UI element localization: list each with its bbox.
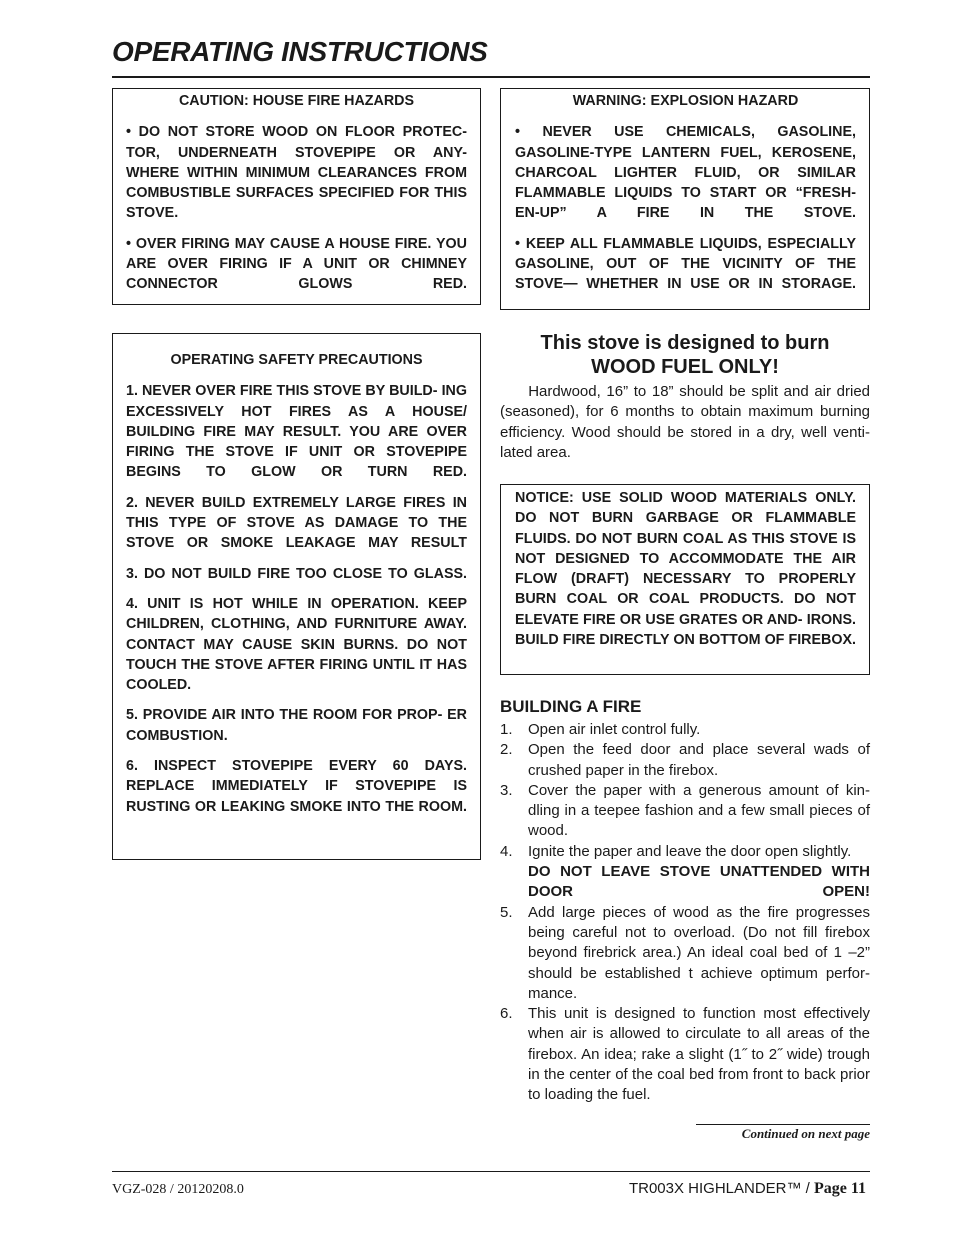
continued-note: Continued on next page xyxy=(741,1126,870,1141)
safety-heading: OPERATING SAFETY PRECAUTIONS xyxy=(170,352,423,368)
continued-divider xyxy=(696,1124,870,1125)
step-text: Add large pieces of wood as the fire progresses being careful not to overload. (Do not fill firebox beyond firebrick area.) An ideal coal bed of 1 –2” should be established t achieve optimum perfor- mance. xyxy=(528,903,870,1002)
safety-item: 5. PROVIDE AIR INTO THE ROOM FOR PROP- ER COMBUSTION. xyxy=(126,707,467,744)
safety-item: 2. NEVER BUILD EXTREMELY LARGE FIRES IN THIS TYPE OF STOVE AS DAMAGE TO THE STOVE OR SMOKE LEAKAGE MAY RESULT xyxy=(126,494,467,552)
safety-precautions-box xyxy=(112,333,481,860)
warning-item-flammables: • KEEP ALL FLAMMABLE LIQUIDS, ESPECIALLY GASOLINE, OUT OF THE VICINITY OF THE STOVE— WHETHER IN USE OR IN STORAGE. xyxy=(515,235,856,293)
step-number: 4. xyxy=(500,842,513,860)
wood-fuel-heading-line2: WOOD FUEL ONLY! xyxy=(591,356,779,378)
building-fire-steps xyxy=(500,720,870,1106)
list-item xyxy=(500,1004,870,1105)
page-title: OPERATING INSTRUCTIONS xyxy=(112,36,488,67)
step-text: This unit is designed to function most effectively when air is allowed to circulate to all areas of the firebox. An idea; rake a slight (1˝ to 2˝ wide) trough in the center of the coal bed from front to back prior to loading the fuel. xyxy=(528,1005,870,1104)
footer-page-info xyxy=(629,1180,866,1198)
safety-item: 3. DO NOT BUILD FIRE TOO CLOSE TO GLASS. xyxy=(126,565,467,582)
wood-fuel-description xyxy=(500,382,870,464)
step-text: Cover the paper with a generous amount of kin- dling in a teepee fashion and a few small pieces of wood. xyxy=(528,781,870,840)
step-number: 5. xyxy=(500,903,513,921)
title-divider xyxy=(112,76,870,78)
notice-box xyxy=(500,484,870,675)
footer-divider xyxy=(112,1171,870,1172)
step-text: Open the feed door and place several wads of crushed paper in the firebox. xyxy=(528,741,870,779)
step-number: 3. xyxy=(500,781,513,799)
list-item xyxy=(500,842,870,903)
wood-fuel-heading xyxy=(500,331,870,379)
step-text: Open air inlet control fully. xyxy=(528,721,701,738)
safety-item: 1. NEVER OVER FIRE THIS STOVE BY BUILD- ING EXCESSIVELY HOT FIRES AS A HOUSE/ BUILDING FIRE MAY RESULT. YOU ARE OVER FIRING THE STOVE IF UNIT OR STOVEPIPE BEGINS TO GLOW OR TURN RED. xyxy=(126,383,467,481)
caution-box xyxy=(112,88,481,305)
warning-box xyxy=(500,88,870,310)
building-fire-heading: BUILDING A FIRE xyxy=(500,697,642,716)
step-warning: DO NOT LEAVE STOVE UNATTENDED WITH DOOR OPEN! xyxy=(528,863,870,901)
wood-fuel-description-text: Hardwood, 16” to 18” should be split and air dried (seasoned), for 6 months to obtain maximum burning efficiency. Wood should be stored in a dry, well venti- lated area. xyxy=(500,383,871,462)
step-number: 6. xyxy=(500,1005,513,1023)
caution-item-storage: • DO NOT STORE WOOD ON FLOOR PROTEC- TOR, UNDERNEATH STOVEPIPE OR ANY- WHERE WITHIN MINIMUM CLEARANCES FROM COMBUSTIBLE SURFACES SPECIFIED FOR THIS STOVE. xyxy=(126,124,467,222)
caution-heading: CAUTION: HOUSE FIRE HAZARDS xyxy=(178,93,415,109)
step-number: 1. xyxy=(500,721,513,738)
warning-heading: WARNING: EXPLOSION HAZARD xyxy=(572,93,799,109)
warning-item-chemicals: • NEVER USE CHEMICALS, GASOLINE, GASOLINE-TYPE LANTERN FUEL, KEROSENE, CHARCOAL LIGHTER FLUID, OR SIMILAR FLAMMABLE LIQUIDS TO START OR “FRESH- EN-UP” A FIRE IN THE STOVE. xyxy=(515,124,856,222)
notice-text: NOTICE: USE SOLID WOOD MATERIALS ONLY. DO NOT BURN GARBAGE OR FLAMMABLE FLUIDS. DO NOT BURN COAL AS THIS STOVE IS NOT DESIGNED TO ACCOMMODATE THE AIR FLOW (DRAFT) NECESSARY TO PROPERLY BURN COAL OR COAL PRODUCTS. DO NOT ELEVATE FIRE OR USE GRATES OR AND- IRONS. BUILD FIRE DIRECTLY ON BOTTOM OF FIREBOX. xyxy=(515,490,856,649)
safety-item: 6. INSPECT STOVEPIPE EVERY 60 DAYS. REPLACE IMMEDIATELY IF STOVEPIPE IS RUSTING OR LEAKING SMOKE INTO THE ROOM. xyxy=(126,758,467,815)
document-code: VGZ-028 / 20120208.0 xyxy=(112,1182,244,1197)
safety-item: 4. UNIT IS HOT WHILE IN OPERATION. KEEP CHILDREN, CLOTHING, AND FURNITURE AWAY. CONTACT MAY CAUSE SKIN BURNS. DO NOT TOUCH THE STOVE AFTER FIRING UNTIL IT HAS COOLED. xyxy=(126,595,467,694)
list-item xyxy=(500,903,870,1004)
page-number: Page 11 xyxy=(814,1180,866,1197)
model-name: TR003X HIGHLANDER™ / xyxy=(628,1180,814,1197)
list-item xyxy=(500,740,870,781)
list-item xyxy=(500,720,870,740)
wood-fuel-heading-line1: This stove is designed to burn xyxy=(540,332,830,354)
caution-item-over-firing: • OVER FIRING MAY CAUSE A HOUSE FIRE. YOU ARE OVER FIRING IF A UNIT OR CHIMNEY CONNECTOR GLOWS RED. xyxy=(126,235,467,293)
step-number: 2. xyxy=(500,741,513,759)
step-text: Ignite the paper and leave the door open slightly. xyxy=(528,842,852,860)
list-item xyxy=(500,781,870,842)
